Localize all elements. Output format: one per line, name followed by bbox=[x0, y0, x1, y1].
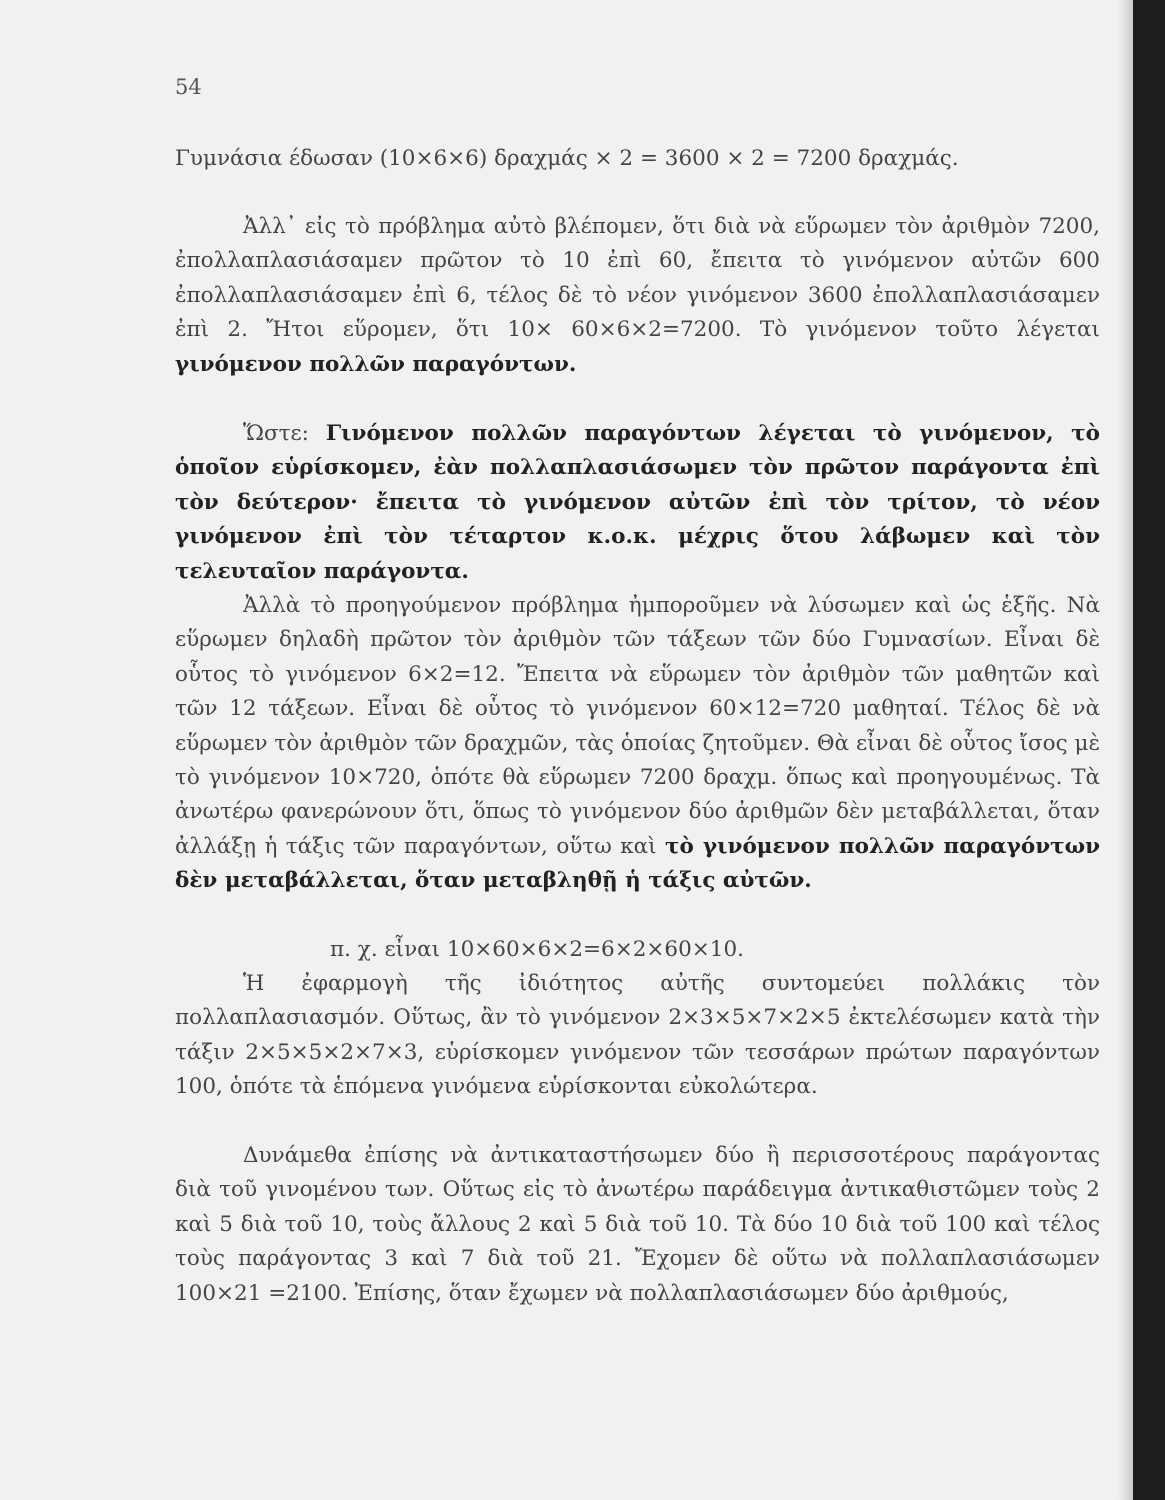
paragraph-6-text: Ἡ ἐφαρμογὴ τῆς ἰδιότητος αὐτῆς συντομεύει πολλάκις τὸν πολλαπλασιασμόν. Οὕτως, ἂν τὸ γινόμενον 2×3×5×7×2×5 ἐκτελέσωμεν κατὰ τὴν τάξιν 2×5×5×2×7×3, εὑρίσκομεν γινόμενον τῶν τεσσάρων πρώτων παραγόντων 100, ὁπότε τὰ ἑπόμενα γινόμενα εὑρίσκονται εὐκολώτερα. bbox=[175, 971, 1100, 1100]
paragraph-1-text: Γυμνάσια έδωσαν (10×6×6) δραχμάς × 2 = 3600 × 2 = 7200 δραχμάς. bbox=[175, 146, 959, 171]
paragraph-2-text: Ἀλλ᾽ εἰς τὸ πρόβλημα αὐτὸ βλέπομεν, ὅτι διὰ νὰ εὕρωμεν τὸν ἀριθμὸν 7200, ἐπολλαπλασιάσαμεν πρῶτον τὸ 10 ἐπὶ 60, ἔπειτα τὸ γινόμενον αὐτῶν 600 ἐπολλαπλασιάσαμεν ἐπὶ 6, τέλος δὲ τὸ νέον γινόμενον 3600 ἐπολλαπλασιάσαμεν ἐπὶ 2. Ἤτοι εὕρομεν, ὅτι 10× 60×6×2=7200. Τὸ γινόμενον τοῦτο λέγεται bbox=[175, 214, 1100, 343]
page-edge-shadow bbox=[1118, 0, 1134, 1500]
paragraph-4-bold: τὸ γινόμενον πολλῶν παραγόντων δὲν μεταβάλλεται, ὅταν μεταβληθῇ ἡ τάξις αὐτῶν. bbox=[175, 833, 1100, 894]
paragraph-2-bold: γινόμενον πολλῶν παραγόντων. bbox=[175, 351, 577, 377]
paragraph-4-text: Ἀλλὰ τὸ προηγούμενον πρόβλημα ἠμποροῦμεν νὰ λύσωμεν καὶ ὡς ἑξῆς. Νὰ εὕρωμεν δηλαδὴ πρῶτον τὸν ἀριθμὸν τῶν τάξεων τῶν δύο Γυμνασίων. Εἶναι δὲ οὗτος τὸ γινόμενον 6×2=12. Ἔπειτα νὰ εὕρωμεν τὸν ἀριθμὸν τῶν μαθητῶν καὶ τῶν 12 τάξεων. Εἶναι δὲ οὗτος τὸ γινόμενον 60×12=720 μαθηταί. Τέλος δὲ νὰ εὕρωμεν τὸν ἀριθμὸν τῶν δραχμῶν, τὰς ὁποίας ζητοῦμεν. Θὰ εἶναι δὲ οὗτος ἴσος μὲ τὸ γινόμενον 10×720, ὁπότε θὰ εὕρωμεν 7200 δραχμ. ὅπως καὶ προηγουμένως. Τὰ ἀνωτέρω φανερώνουν ὅτι, ὅπως τὸ γινόμενον δύο ἀριθμῶν δὲν μεταβάλλεται, ὅταν ἀλλάξῃ ἡ τάξις τῶν παραγόντων, οὕτω καὶ bbox=[175, 593, 1100, 859]
definition-paragraph bbox=[175, 417, 1100, 589]
definition-lead: Ὥστε: bbox=[243, 421, 326, 446]
paragraph-2 bbox=[175, 210, 1100, 382]
paragraph-7-text: Δυνάμεθα ἐπίσης νὰ ἀντικαταστήσωμεν δύο ἢ περισσοτέρους παράγοντας διὰ τοῦ γινομένου των. Οὕτως εἰς τὸ ἀνωτέρω παράδειγμα ἀντικαθιστῶμεν τοὺς 2 καὶ 5 διὰ τοῦ 10, τοὺς ἄλλους 2 καὶ 5 διὰ τοῦ 10. Τὰ δύο 10 διὰ τοῦ 100 καὶ τέλος τοὺς παράγοντας 3 καὶ 7 διὰ τοῦ 21. Ἔχομεν δὲ οὕτω νὰ πολλαπλασιάσωμεν 100×21 =2100. Ἐπίσης, ὅταν ἔχωμεν νὰ πολλαπλασιάσωμεν δύο ἀριθμούς, bbox=[175, 1143, 1100, 1306]
example-line: π. χ. εἶναι 10×60×6×2=6×2×60×10. bbox=[330, 937, 745, 962]
paragraph-1 bbox=[175, 142, 1100, 176]
paragraph-6 bbox=[175, 967, 1100, 1105]
page-number: 54 bbox=[175, 75, 202, 99]
book-binding bbox=[1133, 0, 1165, 1500]
definition-bold: Γινόμενον πολλῶν παραγόντων λέγεται τὸ γινόμενον, τὸ ὁποῖον εὑρίσκομεν, ἐὰν πολλαπλασιάσωμεν τὸν πρῶτον παράγοντα ἐπὶ τὸν δεύτερον· ἔπειτα τὸ γινόμενον αὐτῶν ἐπὶ τὸν τρίτον, τὸ νέον γινόμενον ἐπὶ τὸν τέταρτον κ.ο.κ. μέχρις ὅτου λάβωμεν καὶ τὸν τελευταῖον παράγοντα. bbox=[175, 421, 1100, 584]
paragraph-4 bbox=[175, 589, 1100, 899]
paragraph-7 bbox=[175, 1139, 1100, 1311]
